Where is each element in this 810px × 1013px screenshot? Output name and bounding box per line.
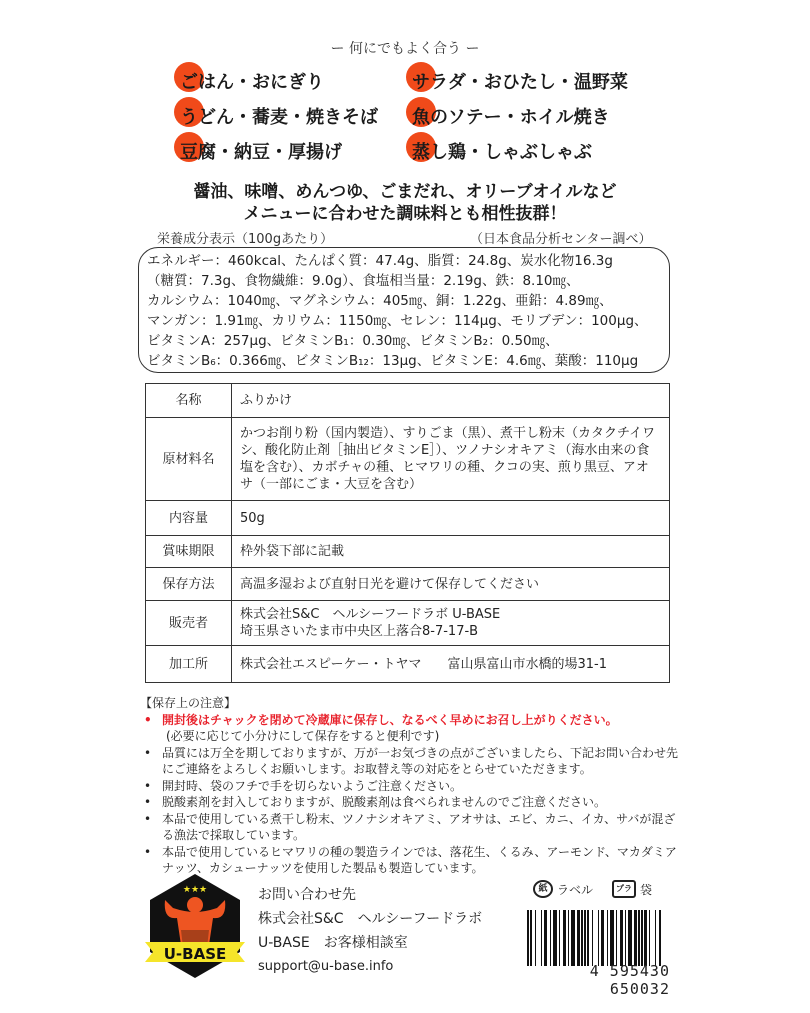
note-item: • 本品で使用しているヒマワリの種の製造ラインでは、落花生、くるみ、アーモンド、マカダミアナッツ、カシューナッツを使用した製品も製造しています。	[140, 844, 680, 877]
logo-text: U-BASE	[163, 945, 227, 963]
food-item	[180, 103, 378, 129]
food-first-char: サ	[412, 72, 430, 93]
contact-title: お問い合わせ先	[258, 887, 356, 903]
u-base-logo	[145, 870, 245, 980]
row-label: 保存方法	[146, 568, 232, 601]
row-label: 内容量	[146, 501, 232, 536]
nutrition-line: （糖質：7.3g、食物繊維：9.0g）、食塩相当量：2.19g、鉄：8.10㎎、	[147, 273, 580, 289]
barcode-space	[661, 910, 663, 966]
pitch-line-2: メニューに合わせた調味料とも相性抜群！	[243, 204, 567, 224]
row-label: 販売者	[146, 601, 232, 646]
table-row	[146, 418, 670, 501]
paper-label: ラベル	[557, 882, 594, 897]
nutrition-box	[138, 247, 670, 373]
seller-address: 埼玉県さいたま市中央区上落合8-7-17-B	[240, 624, 479, 639]
food-first-char: 蒸	[412, 142, 430, 163]
food-text: 腐・納豆・厚揚げ	[198, 142, 342, 163]
table-row	[146, 501, 670, 536]
tagline: ー 何にでもよく合う ー	[330, 41, 480, 57]
row-value: かつお削り粉（国内製造）、すりごま（黒）、煮干し粉末（カタクチイワシ、酸化防止剤［抽出ビタミンE］）、ツノナシオキアミ（海水由来の食塩を含む）、カボチャの種、ヒマワリの種、クコの実、煎り黒豆、アオサ（一部にごま・大豆を含む）	[232, 418, 670, 501]
table-row	[146, 536, 670, 568]
barcode	[527, 910, 669, 966]
row-value: 枠外袋下部に記載	[232, 536, 670, 568]
row-value: ふりかけ	[232, 384, 670, 418]
food-text: はん・おにぎり	[198, 72, 324, 93]
food-text: ラダ・おひたし・温野菜	[430, 72, 628, 93]
row-label: 加工所	[146, 646, 232, 683]
row-value: 株式会社エスピーケー・トヤマ 富山県富山市水橋的場31-1	[232, 646, 670, 683]
note-warning: • 開封後はチャックを閉めて冷蔵庫に保存し、なるべく早めにお召し上がりください。	[140, 712, 680, 729]
row-value	[232, 601, 670, 646]
table-row	[146, 601, 670, 646]
note-item: • 本品で使用している煮干し粉末、ツノナシオキアミ、アオサは、エビ、カニ、イカ、サバが混ざる漁法で採取しています。	[140, 811, 680, 844]
contact-info	[258, 883, 482, 979]
storage-notes	[140, 695, 680, 877]
plastic-recycle-icon: プラ	[612, 880, 636, 898]
nutrition-source: （日本食品分析センター調べ）	[470, 232, 652, 247]
food-text: し鶏・しゃぶしゃぶ	[430, 142, 592, 163]
table-row	[146, 384, 670, 418]
notes-title: 【保存上の注意】	[140, 696, 237, 710]
nutrition-title: 栄養成分表示（100gあたり）	[157, 232, 334, 247]
nutrition-line: マンガン：1.91㎎、カリウム：1150㎎、セレン：114μg、モリブデン：100μg、	[147, 313, 648, 329]
barcode-number: 4 595430 650032	[589, 962, 670, 998]
svg-text:★★★: ★★★	[182, 885, 208, 895]
pitch-line-1: 醤油、味噌、めんつゆ、ごまだれ、オリーブオイルなど	[193, 182, 617, 202]
contact-email[interactable]: support@u-base.info	[258, 959, 394, 974]
seller-name: 株式会社S&C ヘルシーフードラボ U-BASE	[240, 607, 501, 622]
table-row	[146, 568, 670, 601]
food-item	[412, 68, 628, 94]
nutrition-line: エネルギー：460kcal、たんぱく質：47.4g、脂質：24.8g、炭水化物16.3g	[147, 253, 613, 269]
food-text: どん・蕎麦・焼きそば	[198, 107, 378, 128]
food-first-char: う	[180, 107, 198, 128]
note-item: • 品質には万全を期しておりますが、万が一お気づきの点がございましたら、下記お問い合わせ先にご連絡をよろしくお願いします。お取替え等の対応をとらせていただきます。	[140, 745, 680, 778]
food-first-char: 魚	[412, 107, 430, 128]
food-first-char: 豆	[180, 142, 198, 163]
food-item	[180, 68, 324, 94]
row-label: 賞味期限	[146, 536, 232, 568]
nutrition-line: カルシウム：1040㎎、マグネシウム：405㎎、銅：1.22g、亜鉛：4.89㎎、	[147, 293, 613, 309]
row-value: 50g	[232, 501, 670, 536]
nutrition-line: ビタミンB₆：0.366㎎、ビタミンB₁₂：13μg、ビタミンE：4.6㎎、葉酸：110μg	[147, 353, 639, 369]
note-item: • 脱酸素剤を封入しておりますが、脱酸素剤は食べられませんのでご注意ください。	[140, 794, 680, 811]
note-item: • 開封時、袋のフチで手を切らないようご注意ください。	[140, 778, 680, 795]
food-item	[412, 103, 610, 129]
nutrition-line: ビタミンA：257μg、ビタミンB₁：0.30㎎、ビタミンB₂：0.50㎎、	[147, 333, 559, 349]
contact-dept: U-BASE お客様相談室	[258, 935, 408, 951]
food-text: のソテー・ホイル焼き	[430, 107, 610, 128]
food-item	[180, 138, 342, 164]
row-label: 名称	[146, 384, 232, 418]
food-first-char: ご	[180, 72, 198, 93]
food-item	[412, 138, 592, 164]
note-warning-sub: (必要に応じて小分けにして保存をすると便利です)	[166, 729, 440, 743]
table-row	[146, 646, 670, 683]
paper-recycle-icon: 紙	[533, 880, 553, 898]
plastic-label: 袋	[640, 882, 653, 897]
row-label: 原材料名	[146, 418, 232, 501]
row-value: 高温多湿および直射日光を避けて保存してください	[232, 568, 670, 601]
contact-company: 株式会社S&C ヘルシーフードラボ	[258, 911, 483, 927]
product-info-table	[145, 383, 670, 683]
plastic-recycle-mark	[612, 880, 652, 898]
paper-recycle-mark	[533, 880, 593, 898]
